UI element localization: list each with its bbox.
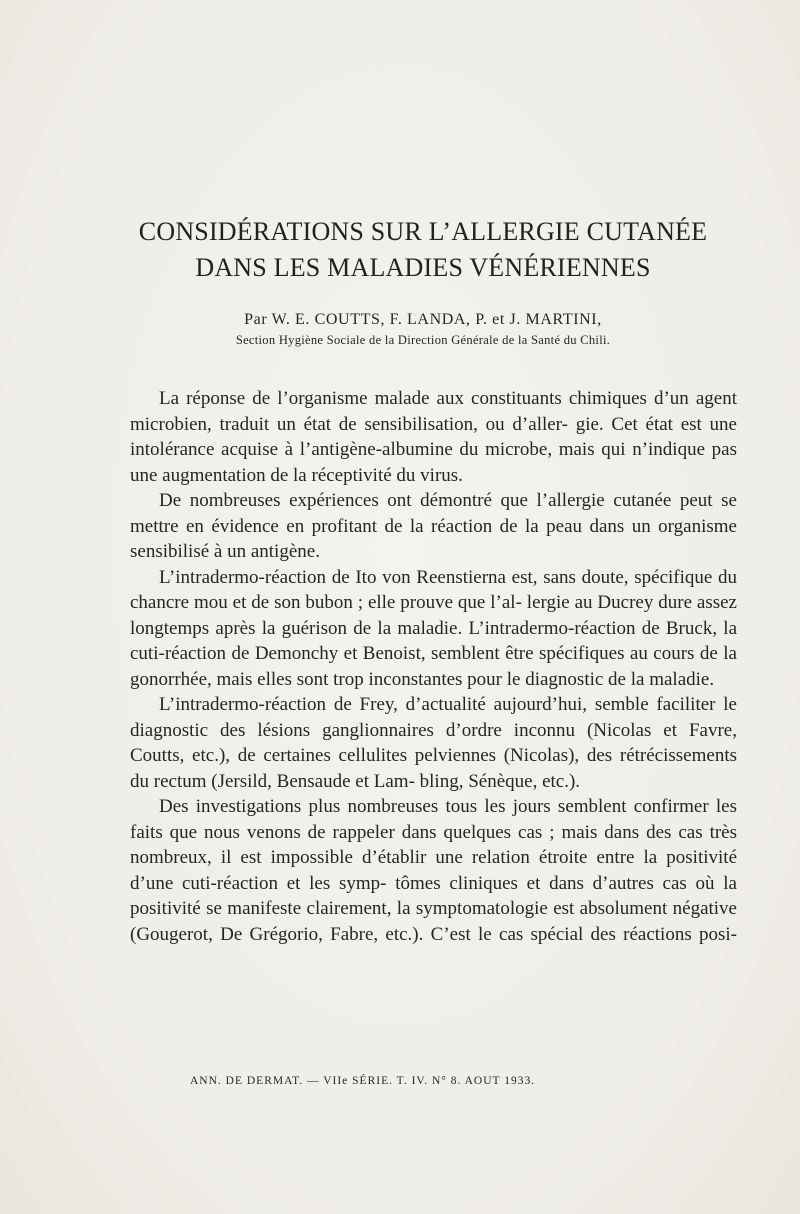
paragraph-5: Des investigations plus nombreuses tous les jours semblent confirmer les faits que nous venons de rappeler dans quelques cas ; mais dans des cas très nombreux, il est impossible d’établir une relation étroite entre la positivité d’une cuti-réaction et les symp- tômes cliniques et dans d’autres cas où la positivité se manifeste clairement, la symptomatologie est absolument négative (Gougerot, De Grégorio, Fabre, etc.). C’est le cas spécial des réactions posi- [130,796,737,945]
article-title-line-1: CONSIDÉRATIONS SUR L’ALLERGIE CUTANÉE [138,217,708,246]
paragraph-3: L’intradermo-réaction de Ito von Reenstierna est, sans doute, spécifique du chancre mou et de son bubon ; elle prouve que l’al- lergie au Ducrey dure assez longtemps après la guérison de la maladie. L’intradermo-réaction de Bruck, la cuti-réaction de Demonchy et Benoist, semblent être spécifiques au cours de la gonorrhée, mais elles sont trop inconstantes pour le diagnostic de la maladie. [130,566,737,690]
article-title-line-2: DANS LES MALADIES VÉNÉRIENNES [195,253,651,282]
paragraph-4: L’intradermo-réaction de Frey, d’actualité aujourd’hui, semble faciliter le diagnostic des lésions ganglionnaires d’ordre inconnu (Nicolas et Favre, Coutts, etc.), de certaines cellulites pelviennes (Nicolas), des rétrécissements du rectum (Jersild, Bensaude et Lam- bling, Sénèque, etc.). [130,694,737,792]
paragraph-1: La réponse de l’organisme malade aux constituants chimiques d’un agent microbien, traduit un état de sensibilisation, ou d’aller- gie. Cet état est une intolérance acquise à l’antigène-albumine du microbe, mais qui n’indique pas une augmentation de la réceptivité du virus. [130,388,737,486]
authors-line: Par W. E. COUTTS, F. LANDA, P. et J. MARTINI, [244,311,602,328]
paragraph-2: De nombreuses expériences ont démontré que l’allergie cutanée peut se mettre en évidence en profitant de la réaction de la peau dans un organisme sensibilisé à un antigène. [130,490,737,562]
article-body [130,386,737,947]
journal-footer: ANN. DE DERMAT. — VIIe SÉRIE. T. IV. N° 8. AOUT 1933. [190,1075,536,1087]
affiliation-line: Section Hygiène Sociale de la Direction Générale de la Santé du Chili. [235,333,611,347]
